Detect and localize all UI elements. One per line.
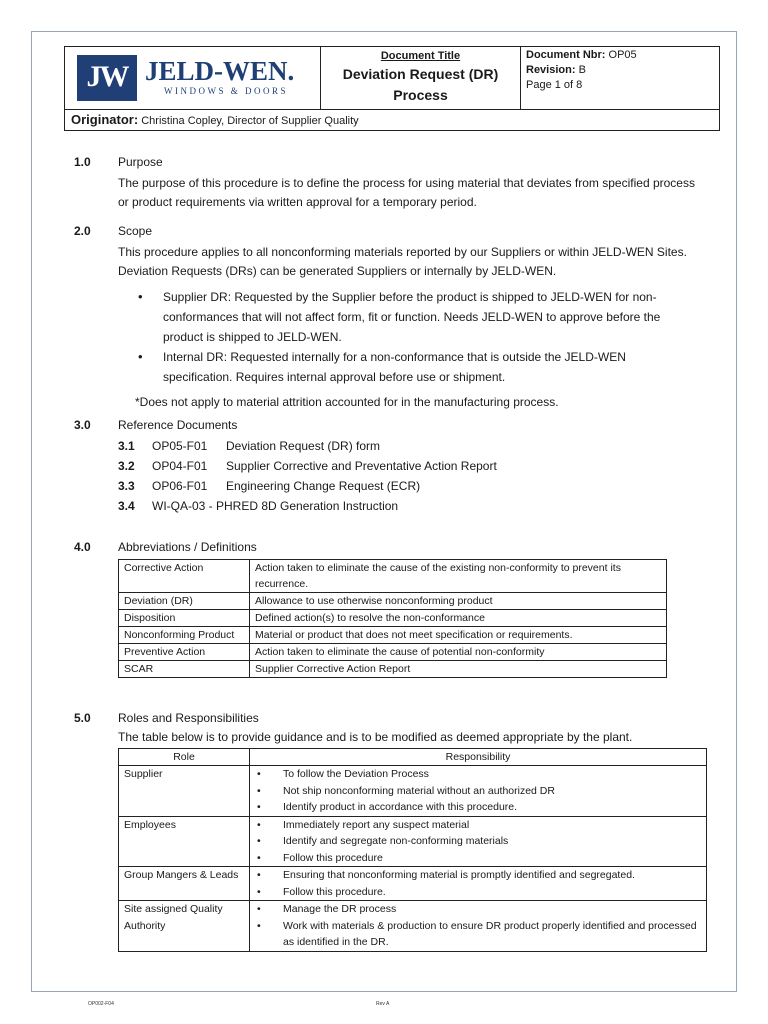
section-5-intro: The table below is to provide guidance and is to be modified as deemed appropriate by the plant. (118, 730, 633, 744)
document-meta-cell (521, 47, 719, 110)
jeld-wen-logo-word: JELD-WEN. (145, 56, 295, 86)
scope-bullet-list (138, 287, 678, 387)
reference-row: 3.3 OP06-F01 Engineering Change Request (ECR) (118, 479, 421, 493)
table-row: Disposition Defined action(s) to resolve the non-conformance (119, 610, 667, 627)
section-1-text: The purpose of this procedure is to define the process for using material that deviates from specified process or product requirements via written approval for a temporary period. (118, 176, 695, 209)
jeld-wen-logo-sub: WINDOWS & DOORS (164, 86, 288, 96)
reference-row: 3.1 OP05-F01 Deviation Request (DR) form (118, 439, 381, 453)
document-number: Document Nbr: OP05 (526, 49, 637, 61)
footer-form-code: OP002-F04 (88, 1001, 114, 1007)
abbreviations-table (118, 559, 667, 678)
document-page: Page 1 of 8 (526, 79, 583, 91)
document-title-label: Document Title (380, 50, 461, 62)
logo-cell (65, 47, 321, 110)
footer-revision: Rev A (376, 1001, 390, 1007)
roles-table (118, 748, 707, 952)
table-row: Preventive Action Action taken to eliminate the cause of potential non-conformity (119, 644, 667, 661)
originator-cell (65, 110, 719, 130)
section-4-title: Abbreviations / Definitions (118, 540, 257, 554)
table-header-row (119, 749, 707, 766)
section-1-title: Purpose (118, 155, 163, 169)
scope-bullet-supplier-dr: • Supplier DR: Requested by the Supplier before the product is shipped to JELD-WEN for non-conformances that will not affect form, fit or function. Needs JELD-WEN to approve before the product is shipped to JELD-WEN. (138, 287, 678, 347)
scope-bullet-internal-dr: • Internal DR: Requested internally for a non-conformance that is outside the JELD-WEN specification. Requires internal approval before use or shipment. (138, 347, 678, 387)
section-3-title: Reference Documents (118, 418, 238, 432)
section-2-text: This procedure applies to all nonconforming materials reported by our Suppliers or within JELD-WEN Sites. Deviation Requests (DRs) can be generated Suppliers or internally by JELD-WEN. (118, 245, 687, 278)
document-title-line2: Process (393, 87, 448, 103)
table-row: SCAR Supplier Corrective Action Report (119, 661, 667, 678)
column-header-role: Role (119, 749, 250, 766)
reference-row: 3.4 WI-QA-03 - PHRED 8D Generation Instruction (118, 499, 399, 513)
section-5-title: Roles and Responsibilities (118, 711, 259, 725)
table-row: Employees • Immediately report any suspect material • Identify and segregate non-conforming materials • Follow this procedure (119, 816, 707, 867)
table-row: Deviation (DR) Allowance to use otherwise nonconforming product (119, 593, 667, 610)
document-revision: Revision: B (526, 64, 586, 76)
document-title-cell (321, 47, 521, 110)
table-row: Nonconforming Product Material or product that does not meet specification or requirements. (119, 627, 667, 644)
table-row: Supplier • To follow the Deviation Process • Not ship nonconforming material without an authorized DR • Identify product in accordance with this procedure. (119, 766, 707, 817)
column-header-responsibility: Responsibility (250, 749, 707, 766)
document-title-line1: Deviation Request (DR) (342, 66, 499, 82)
scope-note: *Does not apply to material attrition accounted for in the manufacturing process. (135, 395, 559, 409)
section-3-number: 3.0 (74, 418, 91, 432)
originator-label: Originator: (71, 112, 139, 127)
document-header (64, 46, 720, 131)
section-4-number: 4.0 (74, 540, 91, 554)
table-row: Group Mangers & Leads • Ensuring that nonconforming material is promptly identified and segregated. • Follow this procedure. (119, 867, 707, 901)
section-2-number: 2.0 (74, 224, 91, 238)
section-2-title: Scope (118, 224, 153, 238)
reference-row: 3.2 OP04-F01 Supplier Corrective and Preventative Action Report (118, 459, 497, 473)
table-row: Corrective Action Action taken to eliminate the cause of the existing non-conformity to prevent its recurrence. (119, 560, 667, 593)
section-5-number: 5.0 (74, 711, 91, 725)
jeld-wen-logo-mark: JW (77, 55, 137, 101)
section-1-number: 1.0 (74, 155, 91, 169)
table-row: Site assigned Quality Authority • Manage the DR process • Work with materials & production to ensure DR product properly identified and processed as identified in the DR. (119, 901, 707, 952)
originator-value: Christina Copley, Director of Supplier Quality (141, 115, 359, 127)
